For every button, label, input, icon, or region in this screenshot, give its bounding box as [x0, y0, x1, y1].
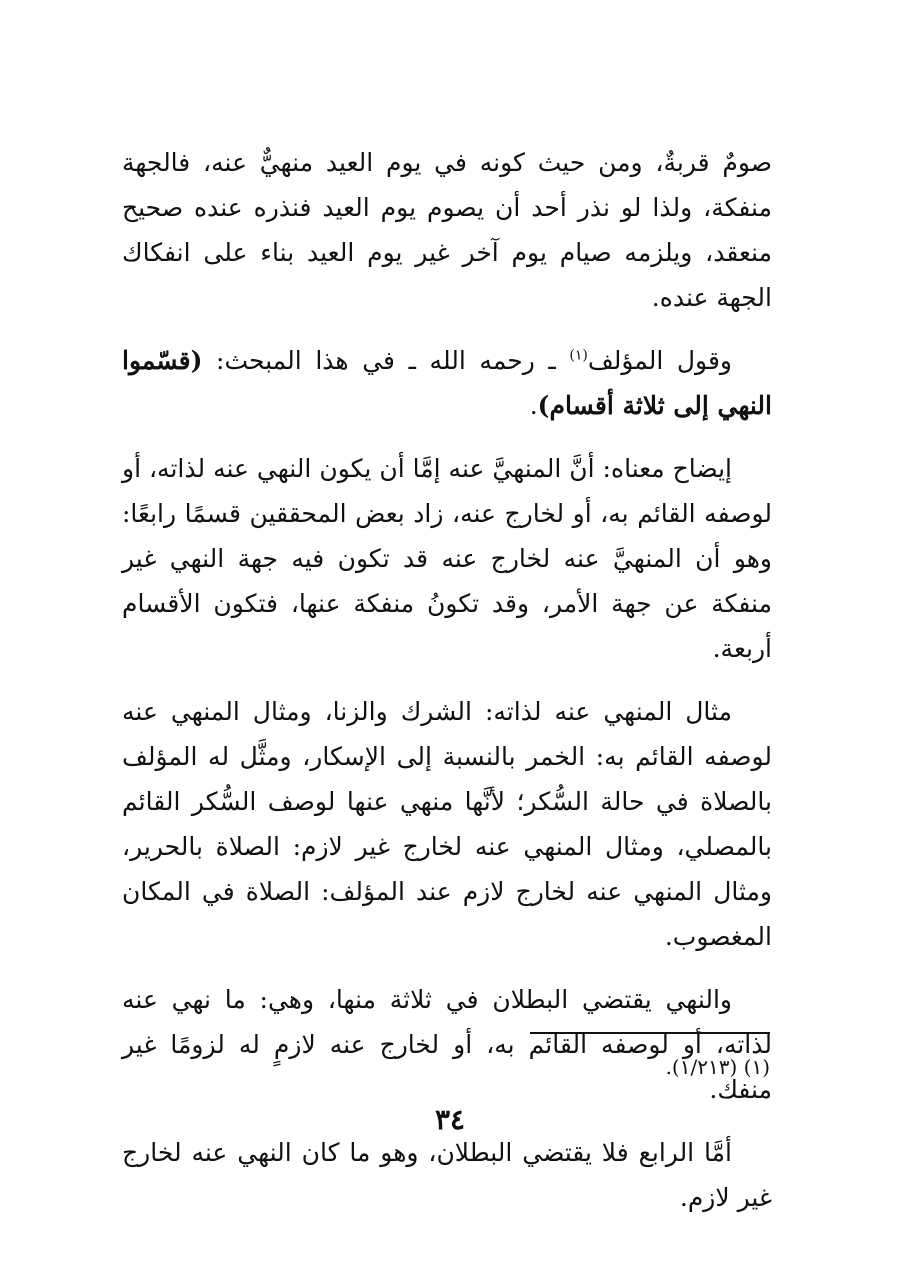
page-number: ٣٤	[434, 1103, 466, 1136]
quoted-text: (قسّموا النهي إلى ثلاثة أقسام)	[122, 346, 772, 420]
footnote-reference[interactable]: (١)	[569, 347, 588, 364]
footnote: (١) (١/٢١٣).	[665, 1055, 770, 1079]
paragraph-6: أمَّا الرابع فلا يقتضي البطلان، وهو ما كان النهي عنه لخارج غير لازم.	[122, 1138, 772, 1212]
paragraph-5: والنهي يقتضي البطلان في ثلاثة منها، وهي: ما نهي عنه لذاته، أو لوصفه القائم به، أو لخارج عنه لازمٍ له لزومًا غير منفك.	[122, 985, 772, 1104]
paragraph-2-middle: ـ رحمه الله ـ في هذا المبحث:	[202, 346, 570, 375]
paragraph-2	[122, 338, 772, 428]
paragraph-2-intro: وقول المؤلف	[587, 346, 732, 375]
paragraph-4: مثال المنهي عنه لذاته: الشرك والزنا، ومثال المنهي عنه لوصفه القائم به: الخمر بالنسبة إلى الإسكار، ومثَّل له المؤلف بالصلاة في حالة السُّكر؛ لأنَّها منهي عنها لوصف السُّكر القائم بالمصلي، ومثال المنهي عنه لخارج غير لازم: الصلاة بالحرير، ومثال المنهي عنه لخارج لازم عند المؤلف: الصلاة في المكان المغصوب.	[122, 697, 772, 951]
footnote-divider	[530, 1032, 770, 1034]
paragraph-1: صومٌ قربةٌ، ومن حيث كونه في يوم العيد منهيٌّ عنه، فالجهة منفكة، ولذا لو نذر أحد أن يصوم يوم العيد فنذره عنده صحيح منعقد، ويلزمه صيام يوم آخر غير يوم العيد بناء على انفكاك الجهة عنده.	[122, 148, 772, 312]
paragraph-2-end: .	[529, 391, 538, 420]
paragraph-3: إيضاح معناه: أنَّ المنهيَّ عنه إمَّا أن يكون النهي عنه لذاته، أو لوصفه القائم به، أو لخارج عنه، زاد بعض المحققين قسمًا رابعًا: وهو أن المنهيَّ عنه لخارج عنه قد تكون فيه جهة النهي غير منفكة عن جهة الأمر، وقد تكونُ منفكة عنها، فتكون الأقسام أربعة.	[122, 454, 772, 663]
